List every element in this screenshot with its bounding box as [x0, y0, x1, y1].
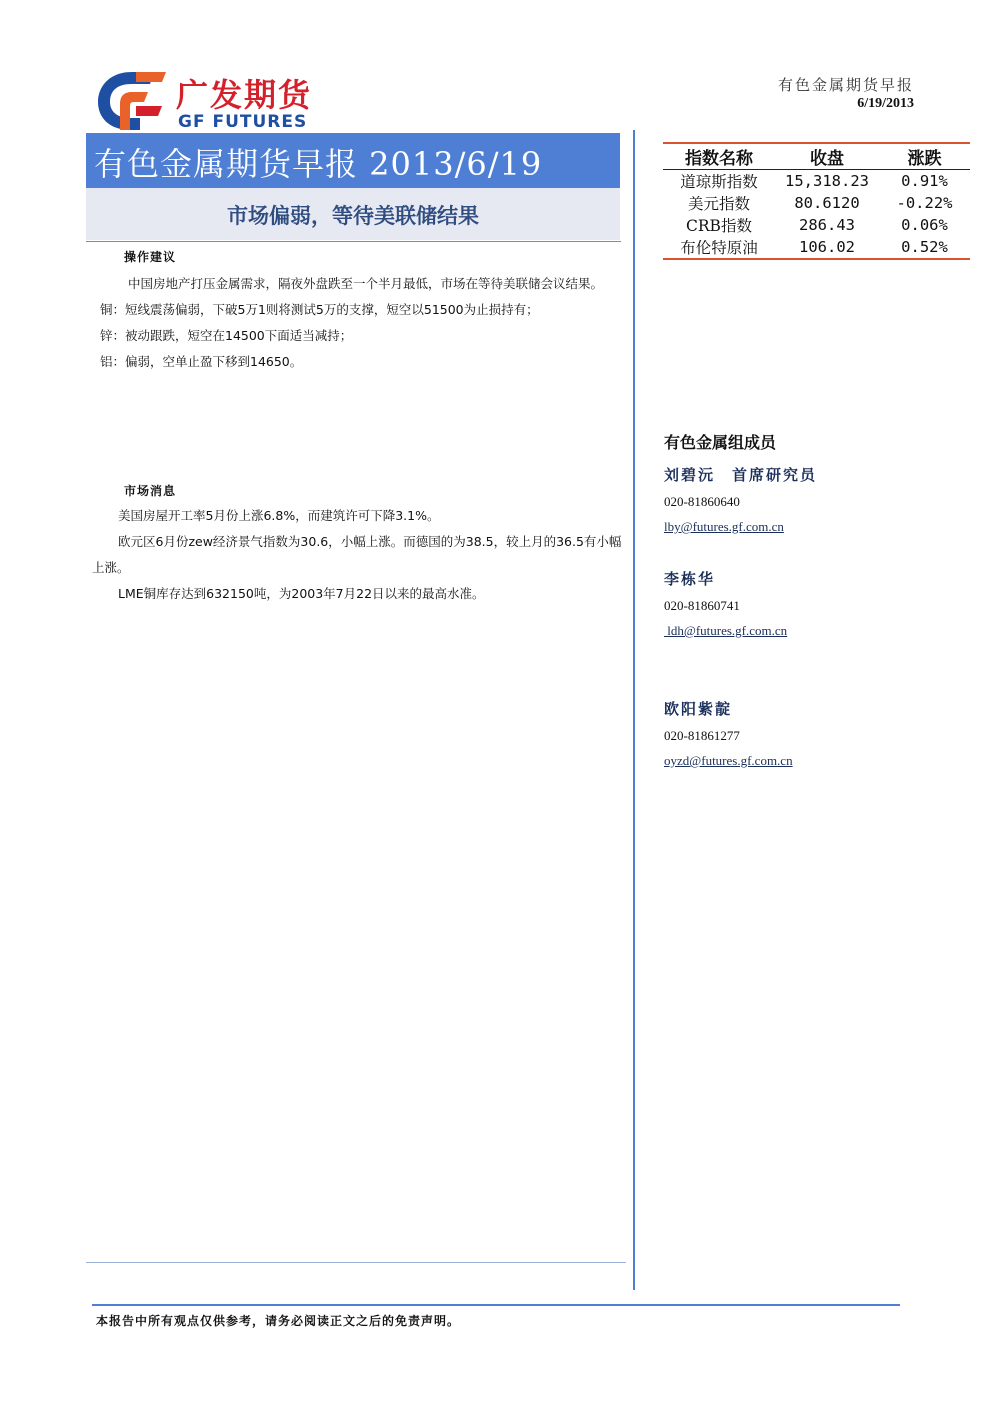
col-header-name: 指数名称: [685, 149, 753, 169]
member-phone: 020-81861277: [664, 728, 740, 743]
index-change: 0.91%: [901, 172, 948, 190]
index-name: CRB指数: [686, 217, 752, 235]
column-divider: [633, 130, 635, 1290]
gf-logo-mark-icon: [96, 68, 168, 132]
team-member: [664, 464, 817, 535]
header-report-label: 有色金属期货早报: [777, 76, 914, 94]
table-row: [663, 192, 970, 214]
index-name: 美元指数: [687, 195, 750, 213]
operations-paragraph: 铝：偏弱，空单止盈下移到14650。: [100, 354, 303, 369]
operations-paragraph: 中国房地产打压金属需求，隔夜外盘跌至一个半月最低，市场在等待美联储会议结果。: [128, 276, 604, 291]
team-member: [664, 568, 787, 639]
team-member: [664, 698, 793, 769]
report-title: 有色金属期货早报 2013/6/19: [94, 145, 543, 183]
content-bottom-rule: [86, 1262, 626, 1263]
market-index-table: [663, 142, 970, 260]
report-subtitle: 市场偏弱，等待美联储结果: [227, 204, 479, 228]
news-paragraph: 欧元区6月份zew经济景气指数为30.6，小幅上涨。而德国的为38.5，较上月的36.5有小幅上涨。: [92, 534, 622, 575]
table-row: [663, 236, 970, 258]
index-close: 15,318.23: [785, 172, 869, 190]
member-name: 刘碧沅 首席研究员: [664, 466, 818, 484]
brand-name-en: GF FUTURES: [178, 112, 308, 132]
news-section: [92, 482, 622, 607]
disclaimer-text: 本报告中所有观点仅供参考，请务必阅读正文之后的免责声明。: [96, 1314, 461, 1328]
operations-heading: 操作建议: [124, 250, 177, 264]
table-bottom-rule: [663, 258, 970, 260]
title-band: [86, 133, 620, 188]
operations-paragraph: 铜：短线震荡偏弱，下破5万1则将测试5万的支撑，短空以51500为止损持有；: [100, 302, 539, 317]
operations-section: [100, 248, 620, 375]
operations-paragraph: 锌：被动跟跌，短空在14500下面适当减持；: [100, 328, 353, 343]
col-header-change: 涨跌: [907, 149, 942, 169]
team-title: 有色金属组成员: [664, 433, 777, 452]
member-phone: 020-81860741: [664, 598, 740, 613]
col-header-close: 收盘: [810, 149, 844, 169]
table-row: [663, 170, 970, 192]
table-row: [663, 214, 970, 236]
member-email-link[interactable]: lby@futures.gf.com.cn: [664, 519, 784, 534]
index-close: 106.02: [799, 238, 855, 256]
news-paragraph: 美国房屋开工率5月份上涨6.8%，而建筑许可下降3.1%。: [118, 508, 440, 523]
news-heading: 市场消息: [124, 484, 177, 498]
news-paragraph: LME铜库存达到632150吨，为2003年7月22日以来的最高水准。: [118, 586, 485, 601]
index-name: 道琼斯指数: [680, 173, 758, 191]
footer-rule: [92, 1304, 900, 1306]
index-change: -0.22%: [896, 194, 953, 212]
title-divider: [86, 241, 621, 242]
header-date: 6/19/2013: [857, 96, 914, 111]
member-email-link[interactable]: ldh@futures.gf.com.cn: [664, 623, 788, 638]
index-change: 0.52%: [901, 238, 948, 256]
index-close: 286.43: [799, 216, 855, 234]
member-email-link[interactable]: oyzd@futures.gf.com.cn: [664, 753, 793, 768]
member-name: 欧阳紫靛: [664, 700, 733, 718]
table-header-row: [663, 144, 970, 169]
index-name: 布伦特原油: [680, 239, 758, 257]
member-name: 李栋华: [664, 570, 716, 588]
index-close: 80.6120: [794, 194, 860, 212]
brand-name-cn: 广发期货: [176, 76, 313, 114]
gf-futures-logo: [96, 66, 346, 136]
index-change: 0.06%: [901, 216, 948, 234]
member-phone: 020-81860640: [664, 494, 740, 509]
subtitle-band: [86, 188, 620, 240]
